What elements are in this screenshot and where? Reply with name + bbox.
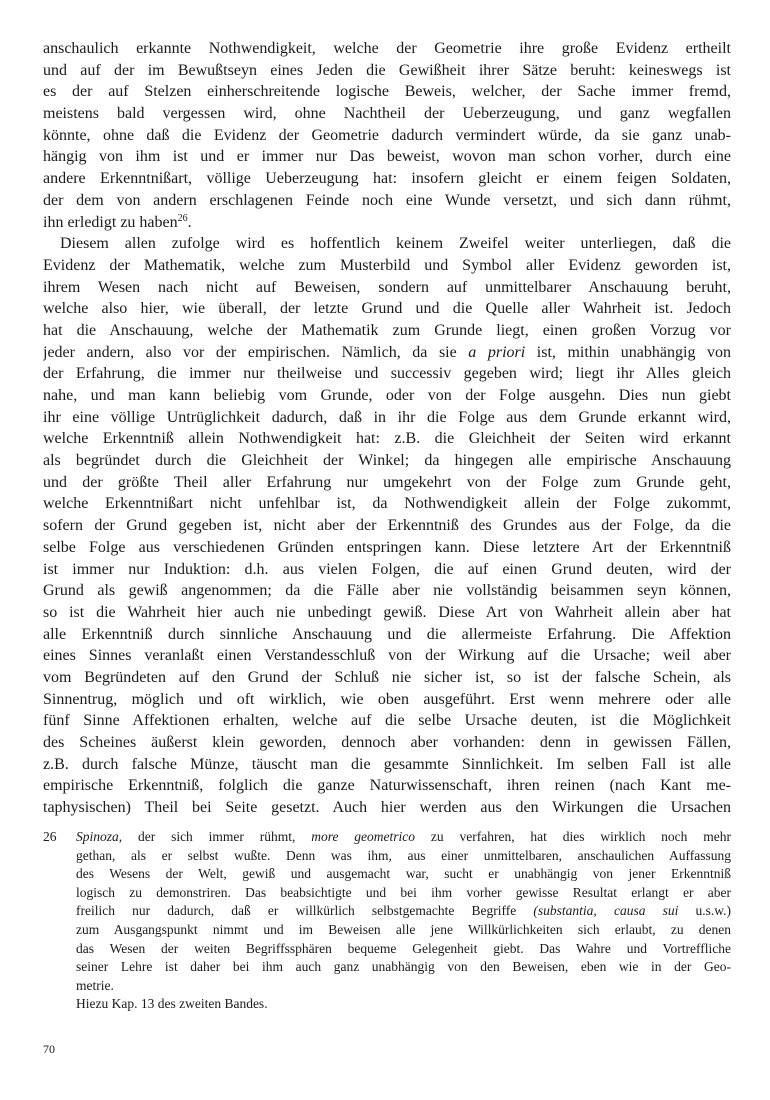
- text-line: welche Erkenntniß allein Nothwendigkeit hat: z.B. die Gleichheit der Seiten wird erkannt: [43, 430, 731, 448]
- text-line: hat die Anschauung, welche der Mathematik zum Grunde liegt, einen großen Vorzug vor: [43, 321, 731, 339]
- text-span: zu verfahren, hat dies wirklich noch mehr: [415, 829, 731, 844]
- main-text: [43, 38, 731, 819]
- text-line: alle Erkenntniß durch sinnliche Anschauung und die allermeiste Erfahrung. Die Affektion: [43, 625, 731, 643]
- italic-a-priori: a priori: [468, 343, 526, 361]
- text-span: .: [187, 213, 192, 231]
- text-span: jeder andern, also vor der empirischen. Nämlich, da sie: [43, 343, 469, 361]
- text-line: der dem von andern erschlagenen Feinde noch eine Wunde versetzt, und sich dann rühmt,: [43, 191, 731, 209]
- footnote-line: [76, 902, 731, 921]
- text-span: u.s.w.): [678, 903, 731, 919]
- text-line: als begründet durch die Gleichheit der Winkel; da hingegen alle empirische Anschauung: [43, 452, 731, 470]
- text-line: Grund als gewiß angenommen; da die Fälle aber nie vollständig beisammen seyn können,: [43, 582, 731, 600]
- text-line: so ist die Wahrheit hier auch nie unbedingt gewiß. Diese Art von Wahrheit allein aber hat: [43, 603, 731, 621]
- text-line: sofern der Grund gegeben ist, nicht aber der Erkenntniß des Grundes aus der Folge, da die: [43, 517, 731, 535]
- text-line: vom Begründeten auf den Grund der Schluß nie sicher ist, so ist der falsche Schein, als: [43, 668, 731, 686]
- text-line: es der auf Stelzen einherschreitende logische Beweis, welcher, der Sache immer fremd,: [43, 83, 731, 101]
- text-line: Evidenz der Mathematik, welche zum Musterbild und Symbol aller Evidenz geworden ist,: [43, 256, 731, 274]
- italic-more-geometrico: more geometrico: [311, 829, 416, 844]
- text-line: des Scheines äußerst klein geworden, dennoch aber vorhanden: denn in gewissen Fällen,: [43, 734, 731, 751]
- text-line: meistens bald vergessen wird, ohne Nachtheil der Ueberzeugung, und ganz wegfallen: [43, 105, 731, 123]
- footnote-body: [76, 828, 731, 1014]
- text-line: hängig von ihm ist und er immer nur Das beweist, wovon man schon vorher, durch eine: [43, 148, 731, 166]
- text-line: anschaulich erkannte Nothwendigkeit, welche der Geometrie ihre große Evidenz ertheilt: [43, 40, 731, 57]
- text-line: empirische Erkenntniß, folglich die ganze Naturwissenschaft, ihren reinen (nach Kant me-: [43, 777, 731, 795]
- footnote-line: metrie.: [76, 977, 114, 993]
- footnote-line: [76, 828, 731, 847]
- italic-spinoza: Spinoza: [76, 829, 119, 844]
- text-line: und der größte Theil aller Erfahrung nur umgekehrt von der Folge zum Grunde geht,: [43, 473, 731, 491]
- text-line: und auf der im Bewußtseyn eines Jeden die Gewißheit ihrer Sätze beruht: keineswegs ist: [43, 61, 731, 79]
- text-line: Diesem allen zufolge wird es hoffentlich keinem Zweifel weiter unterliegen, daß die: [60, 235, 731, 253]
- footnote-26: [43, 828, 731, 1014]
- text-line: der Erfahrung, die immer nur theilweise und successiv gegeben wird; liegt ihr Alles gleich: [43, 365, 731, 383]
- footnote-number: 26: [43, 829, 57, 844]
- text-line: taphysischen) Theil bei Seite gesetzt. Auch hier werden aus den Wirkungen die Ursachen: [43, 799, 731, 817]
- footnote-line: zum Ausgangspunkt nimmt und im Beweisen alle jene Willkürlichkeiten sich erlaubt, zu denen: [76, 921, 731, 937]
- footnote-line: das Wesen der weiten Begriffssphären bequeme Gelegenheit giebt. Das Wahre und Vortreffliche: [76, 940, 731, 956]
- text-line: andere Erkenntnißart, völlige Ueberzeugung hat: insofern gleicht er einem feigen Soldaten,: [43, 170, 731, 188]
- text-line: eines Sinnes veranlaßt einen Verstandesschluß von der Wirkung auf die Ursache; weil aber: [43, 647, 731, 665]
- text-span: freilich nur dadurch, daß er willkürlich selbstgemachte Begriffe: [76, 903, 534, 919]
- italic-substantia: (substantia, causa sui: [533, 903, 679, 919]
- text-line: könnte, ohne daß die Evidenz der Geometrie dadurch vermindert würde, da sie ganz unab-: [43, 126, 731, 144]
- footnote-ref-26[interactable]: 26: [177, 212, 188, 224]
- text-line: ist immer nur Induktion: d.h. aus vielen Folgen, die auf einen Grund deuten, wird der: [43, 560, 731, 578]
- text-line: [43, 212, 731, 234]
- text-line: Sinnentrug, möglich und oft wirklich, wie oben ausgeführt. Erst wenn mehrere oder alle: [43, 690, 731, 708]
- footnote-line: logisch zu demonstriren. Das beabsichtigte und bei ihm vorher gewisse Resultat erlangt er aber: [76, 884, 731, 900]
- text-span: , der sich immer rühmt,: [118, 829, 312, 844]
- footnote-line: seiner Lehre ist daher bei ihm auch ganz unabhängig von den Beweisen, eben wie in der Geo-: [76, 959, 731, 975]
- text-line: fünf Sinne Affektionen erhalten, welche auf die selbe Ursache deuten, ist die Möglichkeit: [43, 712, 731, 730]
- text-line: ihrem Wesen nach nicht auf Beweisen, sondern auf unmittelbarer Anschauung beruht,: [43, 278, 731, 296]
- text-line: nahe, und man kann beliebig vom Grunde, oder von der Folge ausgehn. Dies nun giebt: [43, 387, 731, 404]
- text-line: ihr eine völlige Untrüglichkeit dadurch, daß in ihr die Folge aus dem Grunde erkannt wird,: [43, 408, 731, 426]
- footnote-line: gethan, als er selbst wußte. Denn was ihm, aus einer unmittelbaren, anschaulichen Auffassung: [76, 847, 731, 863]
- text-span: ihn erledigt zu haben: [43, 213, 178, 231]
- footnote-line: des Wesens der Welt, gewiß und ausgemacht war, sucht er unabhängig von jener Erkenntniß: [76, 866, 731, 882]
- text-line: welche Erkenntnißart nicht unfehlbar ist, da Nothwendigkeit allein der Folge zukommt,: [43, 495, 731, 513]
- paragraph-1: [43, 38, 731, 233]
- text-line: [43, 342, 731, 364]
- text-line: welche also hier, wie überall, der letzte Grund und die Quelle aller Wahrheit ist. Jedoch: [43, 300, 731, 318]
- text-line: z.B. durch falsche Münze, täuscht man die gesammte Sinnlichkeit. Im selben Fall ist alle: [43, 755, 731, 773]
- footnote-reference: Hiezu Kap. 13 des zweiten Bandes.: [76, 996, 268, 1012]
- text-line: selbe Folge aus verschiedenen Gründen entspringen kann. Diese letztere Art der Erkenntniß: [43, 538, 731, 556]
- paragraph-2: [43, 233, 731, 819]
- page-number: 70: [43, 1042, 55, 1056]
- text-span: ist, mithin unabhängig von: [525, 343, 731, 361]
